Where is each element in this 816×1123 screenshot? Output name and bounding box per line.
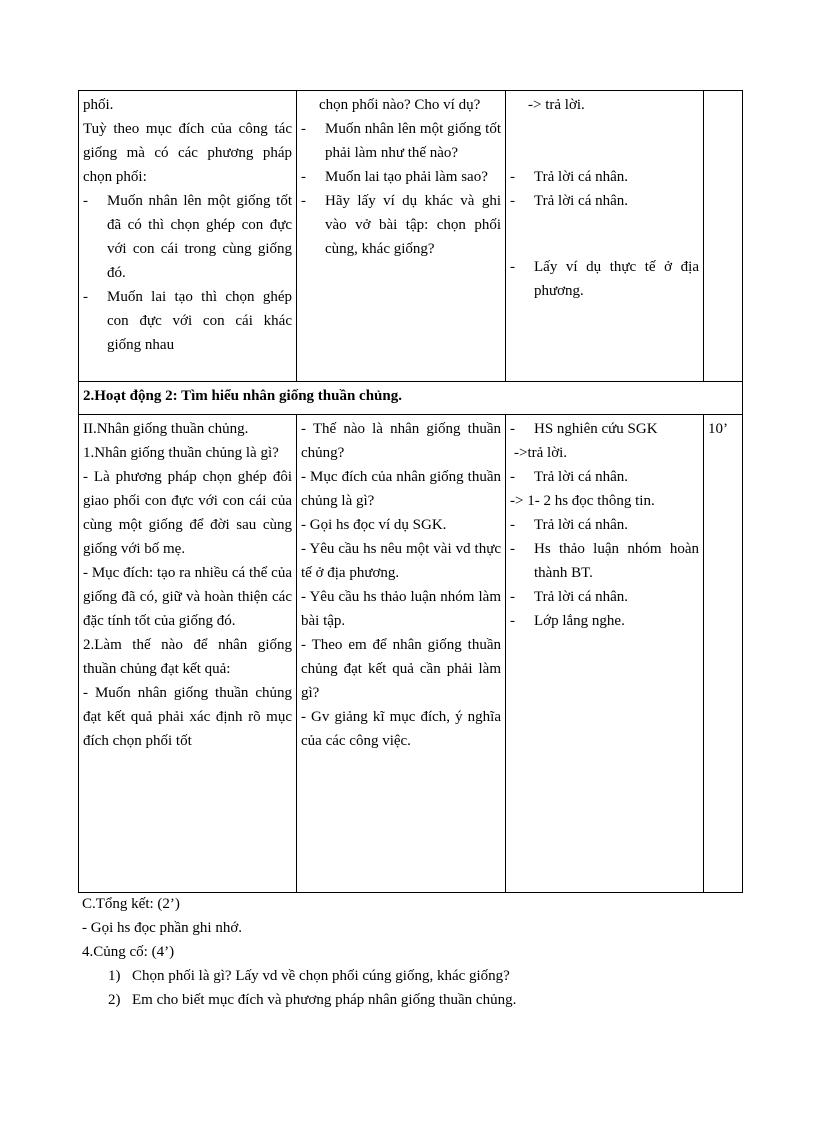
section-heading-row <box>79 382 743 415</box>
summary-section <box>82 892 742 1012</box>
cell-text: Trả lời cá nhân. <box>534 169 629 185</box>
cell-text: 1.Nhân giống thuần chủng là gì? <box>83 445 279 461</box>
question-text: Chọn phối là gì? Lấy vd về chọn phối cúng giống, khác giống? <box>132 968 510 984</box>
cell-text: HS nghiên cứu SGK <box>534 421 658 437</box>
cell-text: Muốn lai tạo phải làm sao? <box>325 169 488 185</box>
question-number: 2) <box>108 992 121 1008</box>
student-activity-cell <box>506 91 704 382</box>
content-cell <box>79 415 297 893</box>
list-item: - Trả lời cá nhân. <box>510 165 699 189</box>
cell-text: -> 1- 2 hs đọc thông tin. <box>510 493 655 509</box>
list-item: - Lấy ví dụ thực tế ở địa phương. <box>510 255 699 303</box>
list-item: - Trả lời cá nhân. <box>510 189 699 213</box>
cell-text: ->trả lời. <box>514 445 568 461</box>
cell-text: Lớp lắng nghe. <box>534 613 625 629</box>
cell-text: - Mục đích của nhân giống thuần chủng là gì? <box>301 469 501 509</box>
list-item: - Muốn nhân lên một giống tốt phải làm như thế nào? <box>301 117 501 165</box>
cell-text: Lấy ví dụ thực tế ở địa phương. <box>534 259 699 299</box>
teacher-activity-cell <box>297 91 506 382</box>
teacher-activity-cell <box>297 415 506 893</box>
list-item: - Trả lời cá nhân. <box>510 465 699 489</box>
question-item <box>82 988 742 1012</box>
cell-text: phối. <box>83 97 114 113</box>
cell-text: - Là phương pháp chọn ghép đôi giao phối con đực với con cái của cùng một giống để đời sau cùng giống với bố mẹ. <box>83 469 292 557</box>
time-cell <box>704 415 743 893</box>
table-row <box>79 415 743 893</box>
list-item: - Hs thảo luận nhóm hoàn thành BT. <box>510 537 699 585</box>
cell-text: - Muốn nhân giống thuần chủng đạt kết quả phải xác định rõ mục đích chọn phối tốt <box>83 685 292 749</box>
question-number: 1) <box>108 968 121 984</box>
student-activity-cell <box>506 415 704 893</box>
cell-text: - Theo em để nhân giống thuần chủng đạt kết quả cần phải làm gì? <box>301 637 501 701</box>
cell-text: Hs thảo luận nhóm hoàn thành BT. <box>534 541 699 581</box>
cell-text: - Gv giảng kĩ mục đích, ý nghĩa của các công việc. <box>301 709 501 749</box>
cell-text: II.Nhân giống thuần chủng. <box>83 421 249 437</box>
cell-text: chọn phối nào? Cho ví dụ? <box>319 97 481 113</box>
list-item: - Muốn lai tạo phải làm sao? <box>301 165 501 189</box>
cell-text: Trả lời cá nhân. <box>534 193 629 209</box>
cell-text: Muốn lai tạo thì chọn ghép con đực với con cái khác giống nhau <box>107 289 292 353</box>
cell-text: - Mục đích: tạo ra nhiều cá thể của giống đã có, giữ và hoàn thiện các đặc tính tốt của giống đó. <box>83 565 292 629</box>
list-item: - HS nghiên cứu SGK <box>510 417 699 441</box>
list-item: - Lớp lắng nghe. <box>510 609 699 633</box>
cell-text: - Thế nào là nhân giống thuần chủng? <box>301 421 501 461</box>
summary-text: - Gọi hs đọc phần ghi nhớ. <box>82 920 242 936</box>
list-item: - Muốn nhân lên một giống tốt đã có thì chọn ghép con đực với con cái trong cùng giống đó. <box>83 189 292 285</box>
cell-text: Trả lời cá nhân. <box>534 589 629 605</box>
cell-text: -> trả lời. <box>528 97 585 113</box>
cell-text: - Yêu cầu hs thảo luận nhóm làm bài tập. <box>301 589 501 629</box>
question-text: Em cho biết mục đích và phương pháp nhân giống thuần chủng. <box>132 992 517 1008</box>
cell-text: - Gọi hs đọc ví dụ SGK. <box>301 517 447 533</box>
list-item: - Hãy lấy ví dụ khác và ghi vào vở bài tập: chọn phối cùng, khác giống? <box>301 189 501 261</box>
review-heading: 4.Củng cố: (4’) <box>82 944 175 960</box>
section-title: 2.Hoạt động 2: Tìm hiểu nhân giống thuần chủng. <box>79 382 743 415</box>
cell-text: Trả lời cá nhân. <box>534 517 629 533</box>
list-item: - Trả lời cá nhân. <box>510 513 699 537</box>
cell-text: Muốn nhân lên một giống tốt phải làm như thế nào? <box>325 121 501 161</box>
cell-text: - Yêu cầu hs nêu một vài vd thực tế ở địa phương. <box>301 541 501 581</box>
lesson-table <box>78 90 743 893</box>
list-item: - Muốn lai tạo thì chọn ghép con đực với con cái khác giống nhau <box>83 285 292 357</box>
cell-text: Muốn nhân lên một giống tốt đã có thì chọn ghép con đực với con cái trong cùng giống đó. <box>107 193 292 281</box>
cell-text: Hãy lấy ví dụ khác và ghi vào vở bài tập: chọn phối cùng, khác giống? <box>325 193 501 257</box>
cell-text: Tuỳ theo mục đích của công tác giống mà có các phương pháp chọn phối: <box>83 121 292 185</box>
duration-label: 10’ <box>708 421 728 437</box>
table-row <box>79 91 743 382</box>
cell-text: Trả lời cá nhân. <box>534 469 629 485</box>
list-item: - Trả lời cá nhân. <box>510 585 699 609</box>
content-cell <box>79 91 297 382</box>
time-cell <box>704 91 743 382</box>
question-item <box>82 964 742 988</box>
cell-text: 2.Làm thế nào để nhân giống thuần chủng đạt kết quả: <box>83 637 292 677</box>
summary-heading: C.Tổng kết: (2’) <box>82 896 180 912</box>
